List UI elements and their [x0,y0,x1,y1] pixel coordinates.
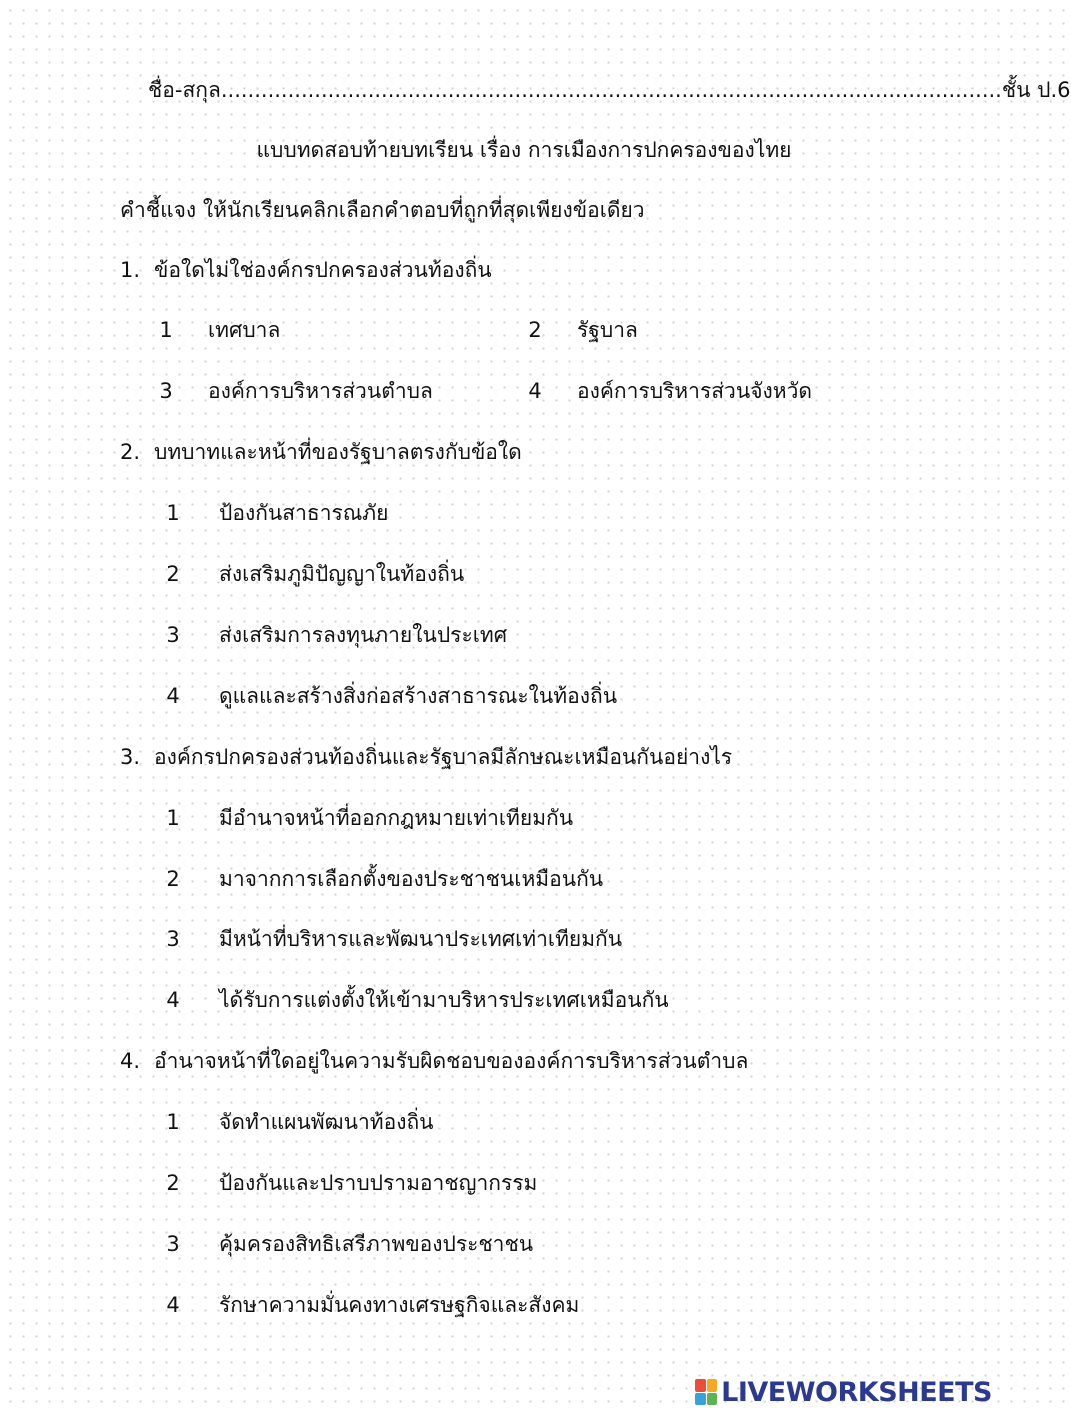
question-1 [120,256,492,284]
option-number: 1 [159,318,173,342]
option-text: องค์การบริหารส่วนตำบล [208,379,433,403]
option-number: 1 [166,806,180,830]
option-number: 4 [166,684,180,708]
option-text: องค์การบริหารส่วนจังหวัด [577,379,813,403]
option-text: เทศบาล [208,318,281,342]
option-number: 4 [166,1293,180,1317]
option-text: ดูแลและสร้างสิ่งก่อสร้างสาธารณะในท้องถิ่น [219,684,618,708]
question-number: 1. [120,258,141,282]
badge-tile [695,1379,706,1392]
student-name-line [148,76,1071,104]
option-text: ป้องกันและปราบปรามอาชญากรรม [219,1171,538,1195]
badge-tile [707,1379,718,1392]
option-number: 2 [528,318,542,342]
option-number: 2 [166,562,180,586]
option-text: รัฐบาล [577,318,638,342]
page-title: แบบทดสอบท้ายบทเรียน เรื่อง การเมืองการปกครองของไทย [256,138,792,162]
liveworksheets-badge-icon [695,1379,717,1405]
option-text: ป้องกันสาธารณภัย [219,501,389,525]
option-number: 4 [166,988,180,1012]
option-number: 3 [159,379,173,403]
question-2 [120,438,522,466]
option-number: 1 [166,501,180,525]
option-number: 4 [528,379,542,403]
question-number: 2. [120,440,141,464]
question-text: ข้อใดไม่ใช่องค์กรปกครองส่วนท้องถิ่น [154,258,492,282]
question-4 [120,1047,748,1075]
badge-tile [695,1393,706,1406]
brand-name: LIVEWORKSHEETS [721,1376,992,1408]
option-number: 1 [166,1110,180,1134]
option-text: มีหน้าที่บริหารและพัฒนาประเทศเท่าเทียมกัน [219,927,623,951]
question-number: 3. [120,745,141,769]
question-3 [120,743,732,771]
question-number: 4. [120,1049,141,1073]
badge-tile [707,1393,718,1406]
option-text: ส่งเสริมการลงทุนภายในประเทศ [219,623,508,647]
option-text: จัดทำแผนพัฒนาท้องถิ่น [219,1110,434,1134]
option-text: รักษาความมั่นคงทางเศรษฐกิจและสังคม [219,1293,580,1317]
question-text: องค์กรปกครองส่วนท้องถิ่นและรัฐบาลมีลักษณะเหมือนกันอย่างไร [154,745,733,769]
name-label: ชื่อ-สกุล..................................................................................................................... [148,78,1002,102]
option-number: 2 [166,867,180,891]
option-number: 3 [166,1232,180,1256]
liveworksheets-logo[interactable] [695,1375,992,1409]
instructions: คำชี้แจง ให้นักเรียนคลิกเลือกคำตอบที่ถูกที่สุดเพียงข้อเดียว [120,198,645,222]
option-text: ส่งเสริมภูมิปัญญาในท้องถิ่น [219,562,465,586]
option-number: 3 [166,623,180,647]
option-number: 3 [166,927,180,951]
option-text: ได้รับการแต่งตั้งให้เข้ามาบริหารประเทศเหมือนกัน [219,988,669,1012]
option-text: มาจากการเลือกตั้งของประชาชนเหมือนกัน [219,867,604,891]
option-number: 2 [166,1171,180,1195]
question-text: อำนาจหน้าที่ใดอยู่ในความรับผิดชอบขององค์การบริหารส่วนตำบล [154,1049,749,1073]
grade-label: ชั้น ป.6 [1001,78,1071,102]
option-text: มีอำนาจหน้าที่ออกกฎหมายเท่าเทียมกัน [219,806,574,830]
question-text: บทบาทและหน้าที่ของรัฐบาลตรงกับข้อใด [154,440,522,464]
option-text: คุ้มครองสิทธิเสรีภาพของประชาชน [219,1232,534,1256]
